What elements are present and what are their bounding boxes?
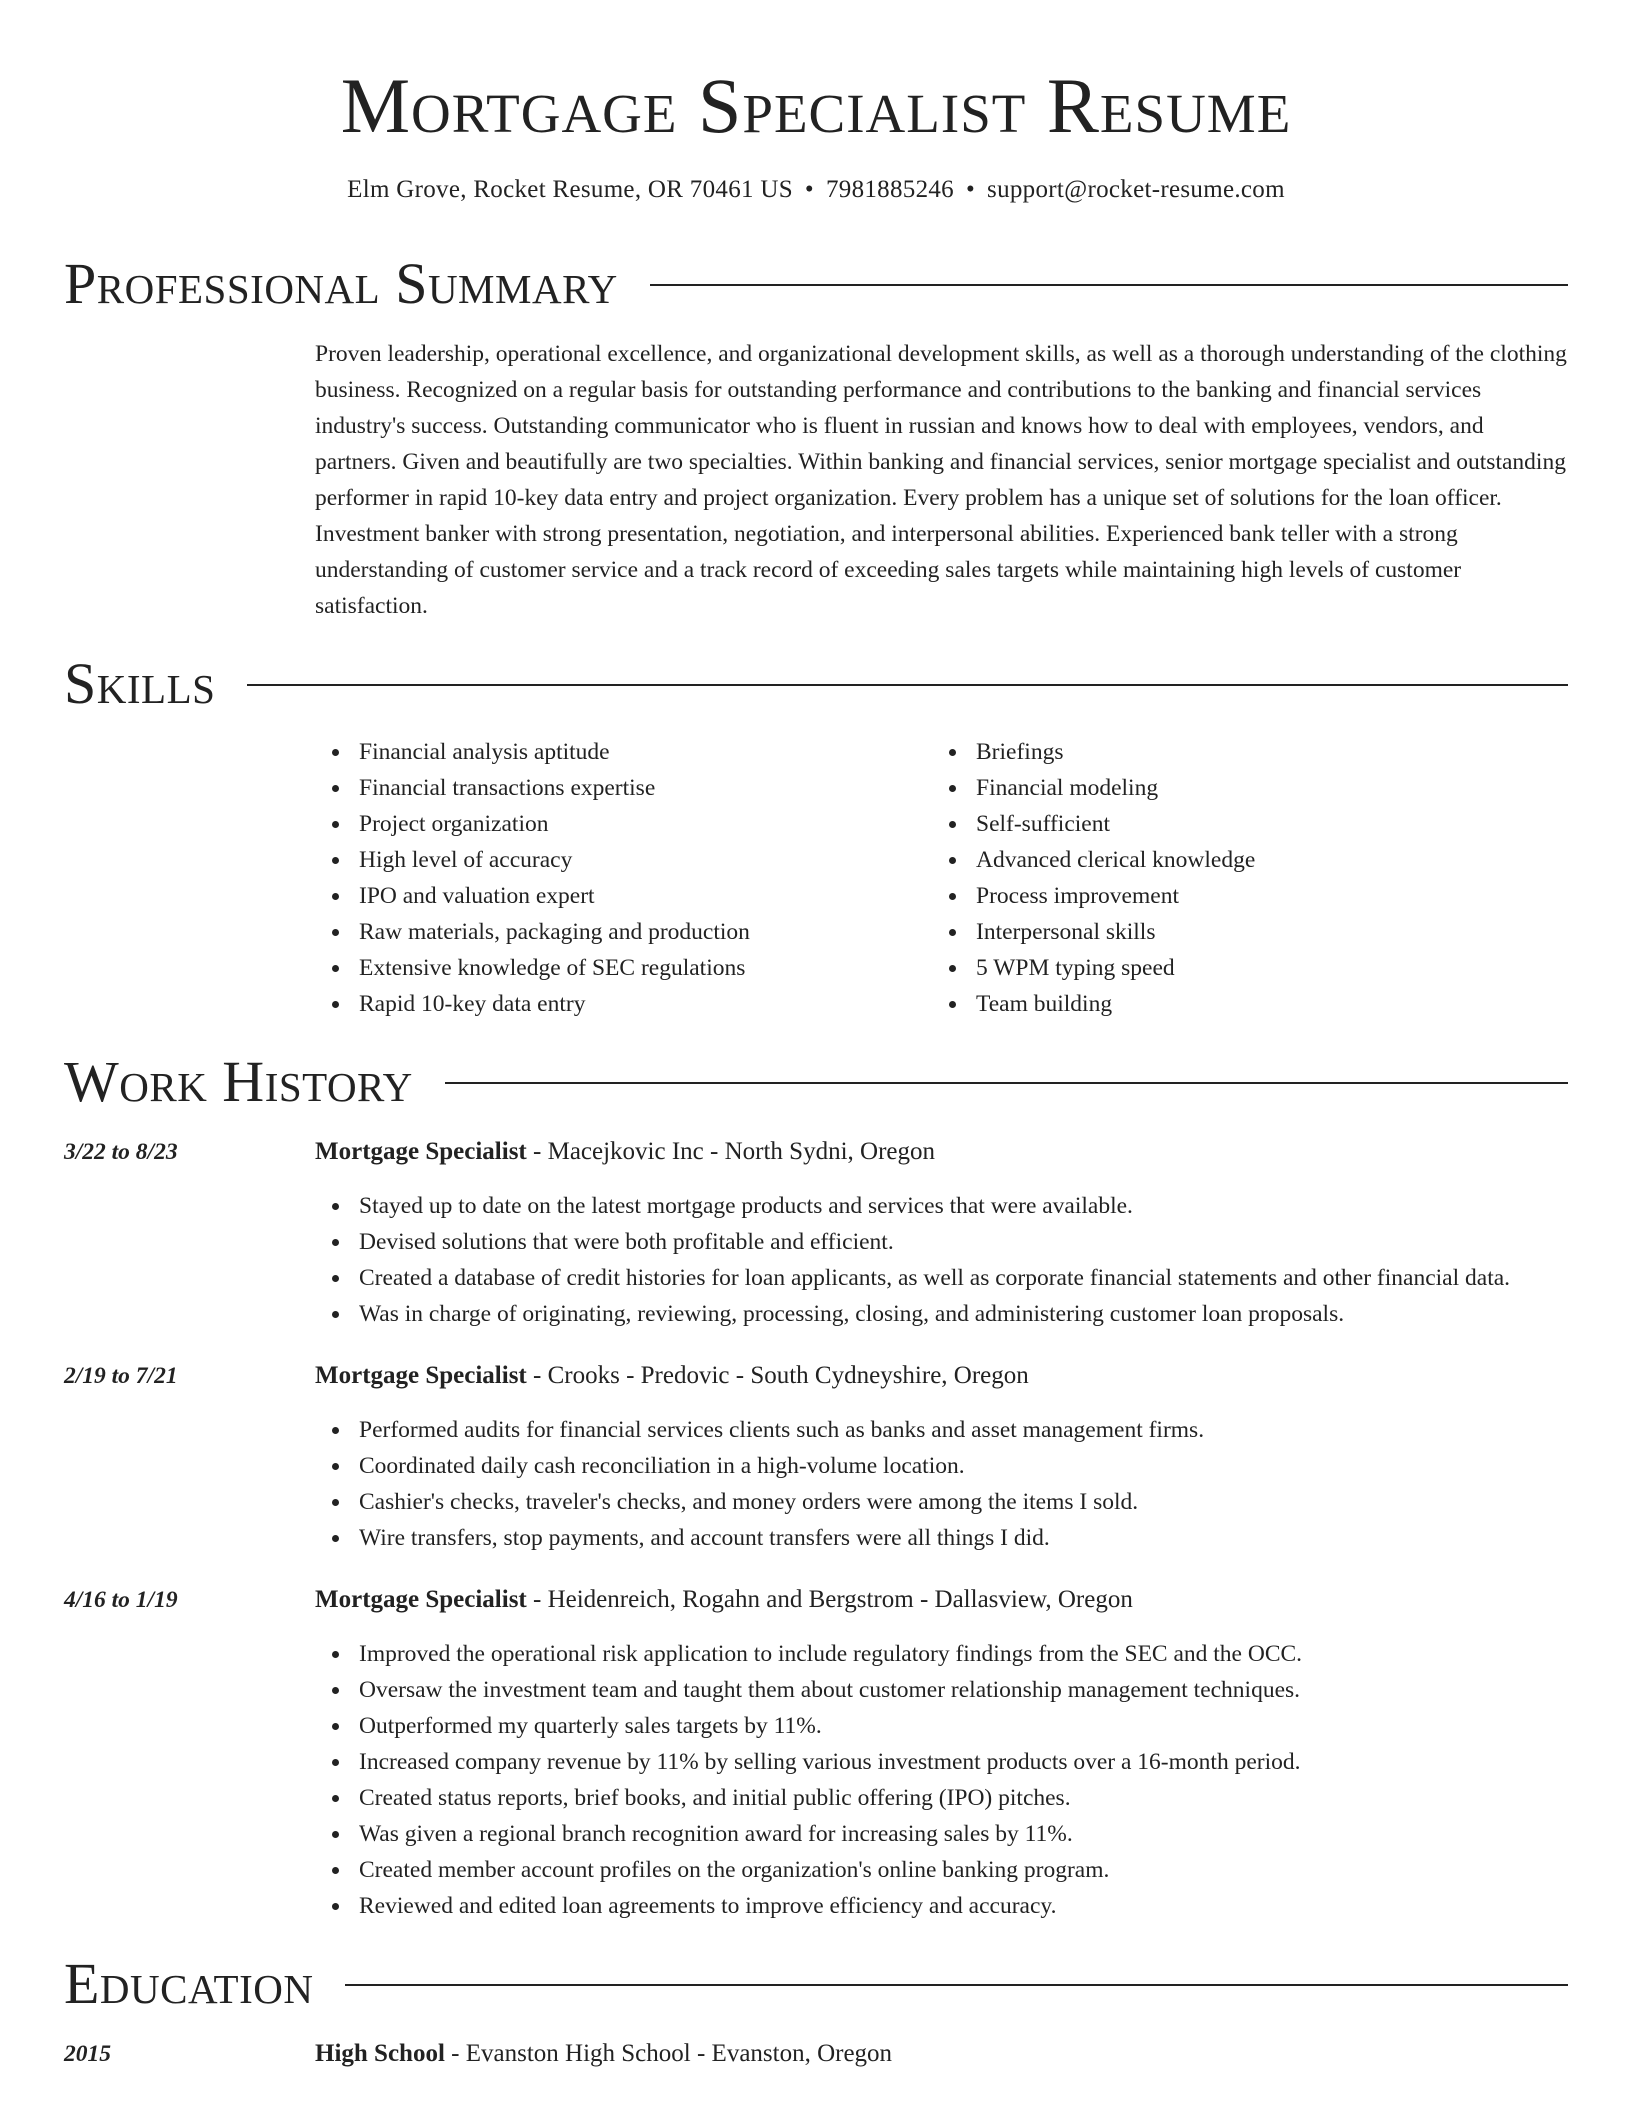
education-degree: High School bbox=[315, 2040, 445, 2067]
job-bullet: Was in charge of originating, reviewing, processing, closing, and administering customer loan proposals. bbox=[359, 1296, 1568, 1332]
job-role: Mortgage Specialist bbox=[315, 1586, 527, 1613]
skill-item: Process improvement bbox=[976, 878, 1549, 914]
job-heading bbox=[315, 1358, 1568, 1394]
job-bullets bbox=[315, 1412, 1568, 1556]
skill-item: Extensive knowledge of SEC regulations bbox=[359, 950, 932, 986]
resume-page bbox=[64, 0, 1568, 2072]
job-bullet: Cashier's checks, traveler's checks, and money orders were among the items I sold. bbox=[359, 1484, 1568, 1520]
job-detail bbox=[315, 1358, 1568, 1556]
resume-title: Mortgage Specialist Resume bbox=[340, 62, 1292, 149]
contact-separator: • bbox=[804, 176, 814, 203]
skill-item: Interpersonal skills bbox=[976, 914, 1549, 950]
summary-text: Proven leadership, operational excellence, and organizational development skills, as well as a thorough understanding of the clothing business. Recognized on a regular basis for outstanding performance and contributions to the banking and financial services industry's success. Outstanding communicator who is fluent in russian and knows how to deal with employees, vendors, and partners. Given and beautifully are two specialties. Within banking and financial services, senior mortgage specialist and outstanding performer in rapid 10-key data entry and project organization. Every problem has a unique set of solutions for the loan officer. Investment banker with strong presentation, negotiation, and interpersonal abilities. Experienced bank teller with a strong understanding of customer service and a track record of exceeding sales targets while maintaining high levels of customer satisfaction. bbox=[315, 341, 1567, 619]
job-heading bbox=[315, 1582, 1568, 1618]
job-employer: - Crooks - Predovic - South Cydneyshire, Oregon bbox=[526, 1362, 1029, 1389]
job-role: Mortgage Specialist bbox=[315, 1362, 527, 1389]
contact-line bbox=[64, 174, 1568, 206]
education-heading: Education bbox=[64, 1951, 314, 2016]
summary-heading: Professional Summary bbox=[64, 251, 618, 316]
skill-item: Team building bbox=[976, 986, 1549, 1022]
job-bullet: Coordinated daily cash reconciliation in a high-volume location. bbox=[359, 1448, 1568, 1484]
job-bullet: Performed audits for financial services clients such as banks and asset management firms. bbox=[359, 1412, 1568, 1448]
job-date: 4/16 to 1/19 bbox=[64, 1587, 178, 1613]
job-employer: - Heidenreich, Rogahn and Bergstrom - Dallasview, Oregon bbox=[526, 1586, 1133, 1613]
job-employer: - Macejkovic Inc - North Sydni, Oregon bbox=[526, 1138, 935, 1165]
skills-list bbox=[315, 734, 1568, 1022]
skills-heading: Skills bbox=[64, 651, 216, 716]
skills-column-left bbox=[315, 734, 932, 1022]
job-bullets bbox=[315, 1636, 1568, 1924]
job-bullet: Oversaw the investment team and taught them about customer relationship management techniques. bbox=[359, 1672, 1568, 1708]
job-bullet: Created member account profiles on the organization's online banking program. bbox=[359, 1852, 1568, 1888]
section-divider bbox=[247, 684, 1568, 686]
skill-item: Project organization bbox=[359, 806, 932, 842]
job-date: 3/22 to 8/23 bbox=[64, 1139, 178, 1165]
skill-item: Financial transactions expertise bbox=[359, 770, 932, 806]
skill-item: Self-sufficient bbox=[976, 806, 1549, 842]
education-heading-line bbox=[315, 2036, 1568, 2072]
work-section-header bbox=[64, 1049, 1568, 1114]
job-entry bbox=[64, 1134, 1568, 1332]
section-divider bbox=[650, 284, 1568, 286]
skill-item: High level of accuracy bbox=[359, 842, 932, 878]
job-date: 2/19 to 7/21 bbox=[64, 1363, 178, 1389]
skill-item: Financial modeling bbox=[976, 770, 1549, 806]
skill-item: 5 WPM typing speed bbox=[976, 950, 1549, 986]
job-detail bbox=[315, 1134, 1568, 1332]
skills-section-header bbox=[64, 651, 1568, 716]
skill-item: Rapid 10-key data entry bbox=[359, 986, 932, 1022]
education-school: - Evanston High School - Evanston, Oregon bbox=[444, 2040, 893, 2067]
education-entry bbox=[64, 2036, 1568, 2072]
job-bullet: Wire transfers, stop payments, and account transfers were all things I did. bbox=[359, 1520, 1568, 1556]
job-bullet: Reviewed and edited loan agreements to improve efficiency and accuracy. bbox=[359, 1888, 1568, 1924]
skill-item: Financial analysis aptitude bbox=[359, 734, 932, 770]
section-divider bbox=[345, 1984, 1568, 1986]
education-section-header bbox=[64, 1951, 1568, 2016]
skills-column-right bbox=[932, 734, 1549, 1022]
skill-item: Advanced clerical knowledge bbox=[976, 842, 1549, 878]
education-detail bbox=[315, 2036, 1568, 2072]
job-bullet: Increased company revenue by 11% by selling various investment products over a 16-month period. bbox=[359, 1744, 1568, 1780]
contact-address: Elm Grove, Rocket Resume, OR 70461 US bbox=[347, 176, 793, 203]
skill-item: IPO and valuation expert bbox=[359, 878, 932, 914]
job-bullet: Created status reports, brief books, and initial public offering (IPO) pitches. bbox=[359, 1780, 1568, 1816]
job-entry bbox=[64, 1582, 1568, 1924]
contact-email: support@rocket-resume.com bbox=[987, 176, 1285, 203]
job-heading bbox=[315, 1134, 1568, 1170]
job-bullet: Stayed up to date on the latest mortgage products and services that were available. bbox=[359, 1188, 1568, 1224]
job-bullet: Outperformed my quarterly sales targets by 11%. bbox=[359, 1708, 1568, 1744]
job-bullets bbox=[315, 1188, 1568, 1332]
job-role: Mortgage Specialist bbox=[315, 1138, 527, 1165]
skill-item: Raw materials, packaging and production bbox=[359, 914, 932, 950]
job-bullet: Was given a regional branch recognition award for increasing sales by 11%. bbox=[359, 1816, 1568, 1852]
job-bullet: Created a database of credit histories for loan applicants, as well as corporate financial statements and other financial data. bbox=[359, 1260, 1568, 1296]
job-entry bbox=[64, 1358, 1568, 1556]
section-divider bbox=[445, 1082, 1568, 1084]
work-heading: Work History bbox=[64, 1049, 413, 1114]
job-bullet: Improved the operational risk application to include regulatory findings from the SEC and the OCC. bbox=[359, 1636, 1568, 1672]
skill-item: Briefings bbox=[976, 734, 1549, 770]
education-date: 2015 bbox=[64, 2041, 111, 2067]
contact-phone: 7981885246 bbox=[825, 176, 954, 203]
job-detail bbox=[315, 1582, 1568, 1924]
contact-separator: • bbox=[965, 176, 976, 203]
summary-section-header bbox=[64, 251, 1568, 316]
job-bullet: Devised solutions that were both profitable and efficient. bbox=[359, 1224, 1568, 1260]
